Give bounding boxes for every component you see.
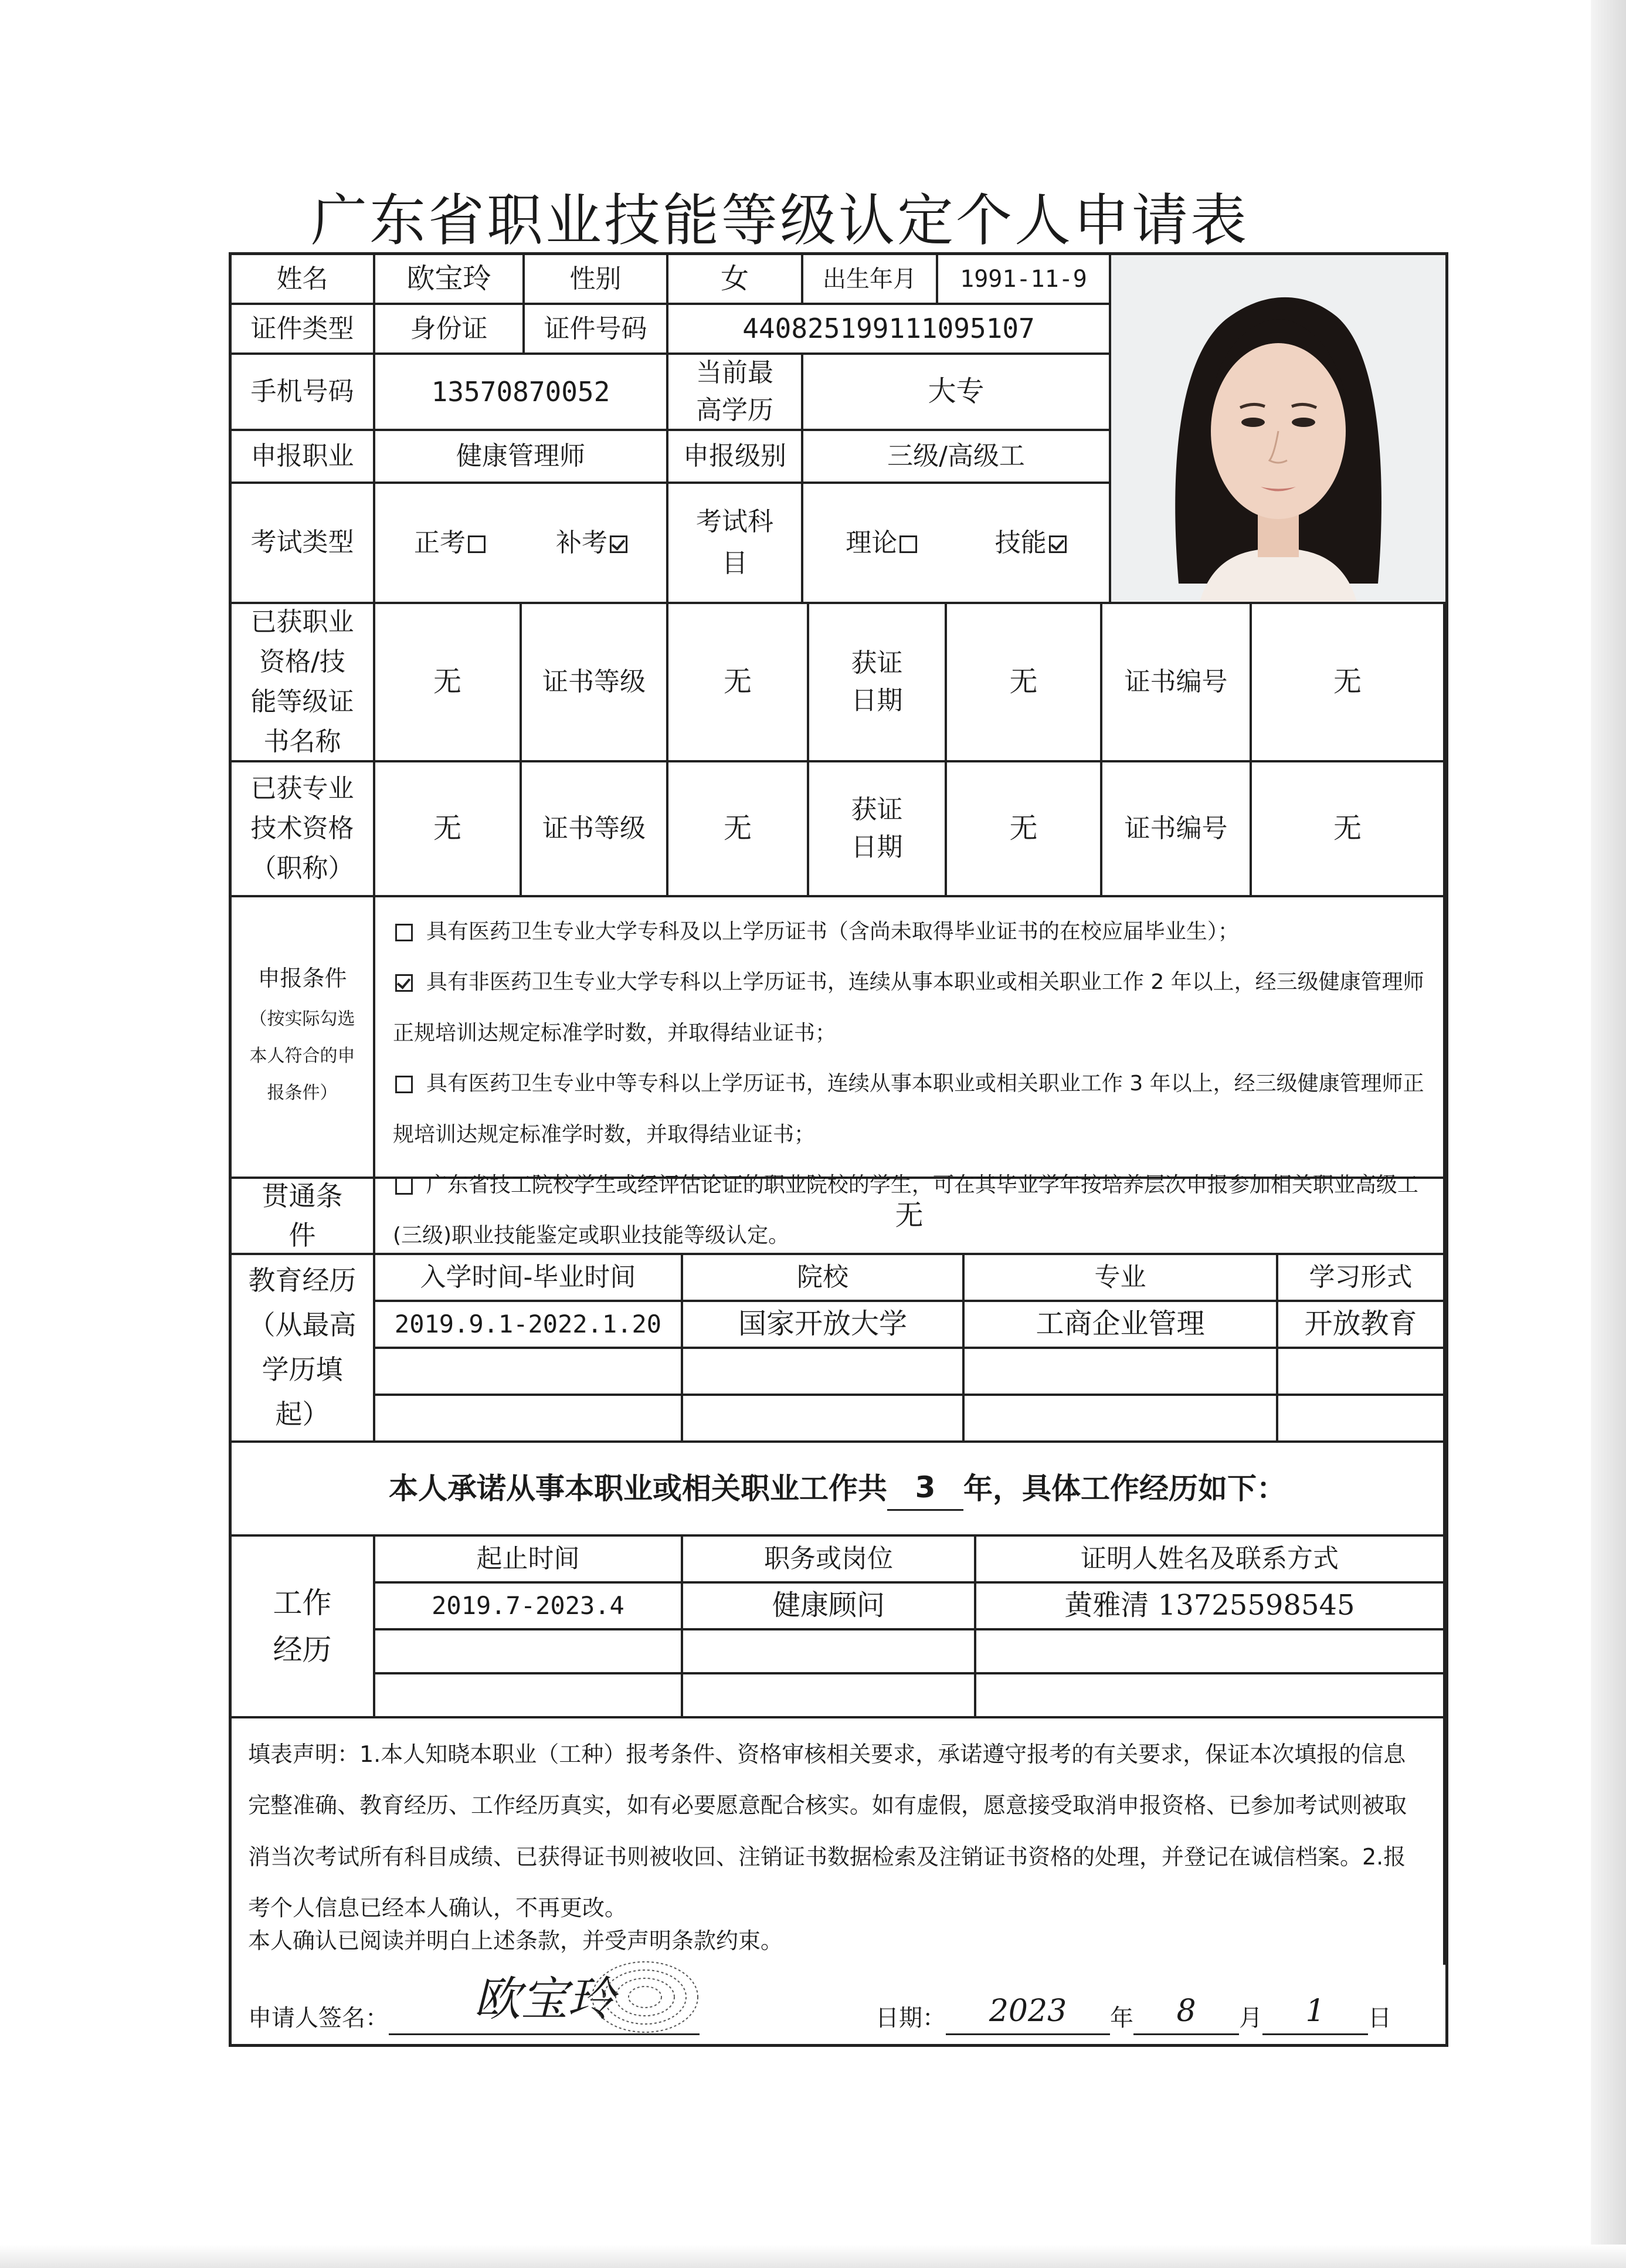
declaration-confirm: 本人确认已阅读并明白上述条款，并受声明条款约束。 xyxy=(232,1918,1445,1965)
commitment-years[interactable]: 3 xyxy=(887,1466,963,1511)
phone-value[interactable]: 13570870052 xyxy=(375,355,668,431)
vocational-cert-grade-label: 证书等级 xyxy=(522,604,668,762)
makeup-exam-option[interactable]: 补考 xyxy=(556,524,627,562)
paper-edge-bottom xyxy=(0,2245,1626,2268)
work-row-1-period[interactable]: 2019.7-2023.4 xyxy=(375,1584,683,1630)
job-label: 申报职业 xyxy=(232,431,375,484)
level-value[interactable]: 三级/高级工 xyxy=(803,431,1111,484)
education-level-label: 当前最高学历 xyxy=(668,355,803,431)
makeup-exam-checkbox[interactable] xyxy=(610,535,627,553)
commitment-prefix: 本人承诺从事本职业或相关职业工作共 xyxy=(389,1471,887,1506)
id-type-label: 证件类型 xyxy=(232,305,375,355)
education-header-school: 院校 xyxy=(683,1255,965,1302)
year-unit: 年 xyxy=(1110,2005,1133,2032)
education-level-value[interactable]: 大专 xyxy=(803,355,1111,431)
vocational-cert-name[interactable]: 无 xyxy=(375,604,522,762)
conditions-label: 申报条件 xyxy=(257,965,347,991)
paper-edge xyxy=(1591,0,1626,2268)
id-number-label: 证件号码 xyxy=(525,305,668,355)
vocational-cert-date[interactable]: 无 xyxy=(947,604,1102,762)
work-label: 工作经历 xyxy=(232,1537,375,1718)
work-row-3-position[interactable] xyxy=(683,1674,976,1718)
name-value[interactable]: 欧宝玲 xyxy=(375,255,525,305)
education-row-1-time[interactable]: 2019.9.1-2022.1.20 xyxy=(375,1302,683,1349)
id-type-value[interactable]: 身份证 xyxy=(375,305,525,355)
form-title: 广东省职业技能等级认定个人申请表 xyxy=(311,188,1249,253)
vocational-cert-grade[interactable]: 无 xyxy=(668,604,809,762)
condition-item: 具有非医药卫生专业大学专科以上学历证书，连续从事本职业或相关职业工作 2 年以上，经三级健康管理师正规培训达规定标准学时数，并取得结业证书； xyxy=(393,970,1424,1045)
date-label: 日期： xyxy=(875,2005,946,2032)
work-row-1-reference[interactable]: 黄雅清 13725598545 xyxy=(976,1584,1445,1630)
date-month[interactable]: 8 xyxy=(1133,1989,1239,2035)
level-label: 申报级别 xyxy=(668,431,803,484)
applicant-photo xyxy=(1111,255,1445,604)
condition-item: 广东省技工院校学生或经评估论证的职业院校的学生，可在其毕业学年按培养层次申报参加相关职业高级工(三级)职业技能鉴定或职业技能等级认定。 xyxy=(393,1172,1418,1248)
work-header-reference: 证明人姓名及联系方式 xyxy=(976,1537,1445,1584)
vocational-cert-number-label: 证书编号 xyxy=(1102,604,1252,762)
education-header-time: 入学时间-毕业时间 xyxy=(375,1255,683,1302)
work-row-2-period[interactable] xyxy=(375,1630,683,1674)
declaration-text: 填表声明：1.本人知晓本职业（工种）报考条件、资格审核相关要求，承诺遵守报考的有关要求，保证本次填报的信息完整准确、教育经历、工作经历真实，如有必要愿意配合核实。如有虚假，愿意接受取消申报资格、已参加考试则被取消当次考试所有科目成绩、已获得证书则被收回、注销证书数据检索及注销证书资格的处理，并登记在诚信档案。2.报考个人信息已经本人确认，不再更改。 xyxy=(232,1718,1445,1918)
vocational-cert-label: 已获职业资格/技能等级证书名称 xyxy=(232,604,375,762)
education-header-mode: 学习形式 xyxy=(1278,1255,1445,1302)
exam-type-label: 考试类型 xyxy=(232,484,375,604)
title-cert-grade[interactable]: 无 xyxy=(668,762,809,897)
work-row-3-period[interactable] xyxy=(375,1674,683,1718)
day-unit: 日 xyxy=(1368,2005,1391,2032)
job-value[interactable]: 健康管理师 xyxy=(375,431,668,484)
work-row-2-position[interactable] xyxy=(683,1630,976,1674)
title-cert-label: 已获专业技术资格（职称） xyxy=(232,762,375,897)
education-row-2-time[interactable] xyxy=(375,1349,683,1396)
condition-1-checkbox[interactable] xyxy=(395,924,413,941)
through-label: 贯通条件 xyxy=(232,1179,375,1255)
exam-subject-options xyxy=(803,484,1111,604)
education-row-3-time[interactable] xyxy=(375,1396,683,1443)
title-cert-name[interactable]: 无 xyxy=(375,762,522,897)
portrait-image xyxy=(1111,255,1445,604)
conditions-label-cell xyxy=(232,897,375,1179)
education-row-3-school[interactable] xyxy=(683,1396,965,1443)
education-label: 教育经历（从最高学历填起） xyxy=(232,1255,375,1443)
name-label: 姓名 xyxy=(232,255,375,305)
birth-value[interactable]: 1991-11-9 xyxy=(938,255,1111,305)
id-number-value[interactable]: 440825199111095107 xyxy=(668,305,1111,355)
signature-row xyxy=(232,1965,1445,2047)
education-row-1-major[interactable]: 工商企业管理 xyxy=(965,1302,1278,1349)
conditions-sub-label: （按实际勾选本人符合的申报条件） xyxy=(249,1009,355,1104)
work-header-position: 职务或岗位 xyxy=(683,1537,976,1584)
theory-checkbox[interactable] xyxy=(899,535,917,553)
theory-option[interactable]: 理论 xyxy=(846,524,917,562)
fingerprint-mark xyxy=(586,1953,704,2041)
phone-label: 手机号码 xyxy=(232,355,375,431)
title-cert-number-label: 证书编号 xyxy=(1102,762,1252,897)
work-header-period: 起止时间 xyxy=(375,1537,683,1584)
conditions-list xyxy=(375,897,1445,1248)
date-day[interactable]: 1 xyxy=(1262,1989,1368,2035)
condition-2-checkbox[interactable] xyxy=(395,974,413,992)
title-cert-date-label: 获证日期 xyxy=(809,762,947,897)
education-row-2-mode[interactable] xyxy=(1278,1349,1445,1396)
skill-checkbox[interactable] xyxy=(1049,535,1067,553)
exam-subject-label: 考试科目 xyxy=(668,484,803,604)
gender-label: 性别 xyxy=(525,255,668,305)
birth-label: 出生年月 xyxy=(803,255,938,305)
date-year[interactable]: 2023 xyxy=(946,1989,1110,2035)
skill-option[interactable]: 技能 xyxy=(995,524,1067,562)
gender-value[interactable]: 女 xyxy=(668,255,803,305)
condition-3-checkbox[interactable] xyxy=(395,1076,413,1093)
through-value[interactable]: 无 xyxy=(375,1179,1445,1255)
signer-label: 申请人签名： xyxy=(248,2005,389,2032)
work-row-3-reference[interactable] xyxy=(976,1674,1445,1718)
education-header-major: 专业 xyxy=(965,1255,1278,1302)
work-row-2-reference[interactable] xyxy=(976,1630,1445,1674)
education-row-2-school[interactable] xyxy=(683,1349,965,1396)
education-row-2-major[interactable] xyxy=(965,1349,1278,1396)
title-cert-number[interactable]: 无 xyxy=(1252,762,1445,897)
work-row-1-position[interactable]: 健康顾问 xyxy=(683,1584,976,1630)
vocational-cert-date-label: 获证日期 xyxy=(809,604,947,762)
vocational-cert-number[interactable]: 无 xyxy=(1252,604,1445,762)
work-commitment xyxy=(232,1443,1445,1537)
exam-type-options xyxy=(375,484,668,604)
education-row-1-mode[interactable]: 开放教育 xyxy=(1278,1302,1445,1349)
condition-item: 具有医药卫生专业中等专科以上学历证书，连续从事本职业或相关职业工作 3 年以上，经三级健康管理师正规培训达规定标准学时数，并取得结业证书； xyxy=(393,1072,1424,1147)
education-row-1-school[interactable]: 国家开放大学 xyxy=(683,1302,965,1349)
commitment-suffix: 年，具体工作经历如下： xyxy=(963,1471,1286,1506)
title-cert-date[interactable]: 无 xyxy=(947,762,1102,897)
condition-item: 具有医药卫生专业大学专科及以上学历证书（含尚未取得毕业证书的在校应届毕业生）； xyxy=(393,907,1425,957)
regular-exam-option[interactable]: 正考 xyxy=(414,524,486,562)
education-row-3-major[interactable] xyxy=(965,1396,1278,1443)
education-row-3-mode[interactable] xyxy=(1278,1396,1445,1443)
regular-exam-checkbox[interactable] xyxy=(468,535,486,553)
month-unit: 月 xyxy=(1239,2005,1262,2032)
applicant-signature[interactable]: 欧宝玲 xyxy=(389,1965,700,2035)
title-cert-grade-label: 证书等级 xyxy=(522,762,668,897)
